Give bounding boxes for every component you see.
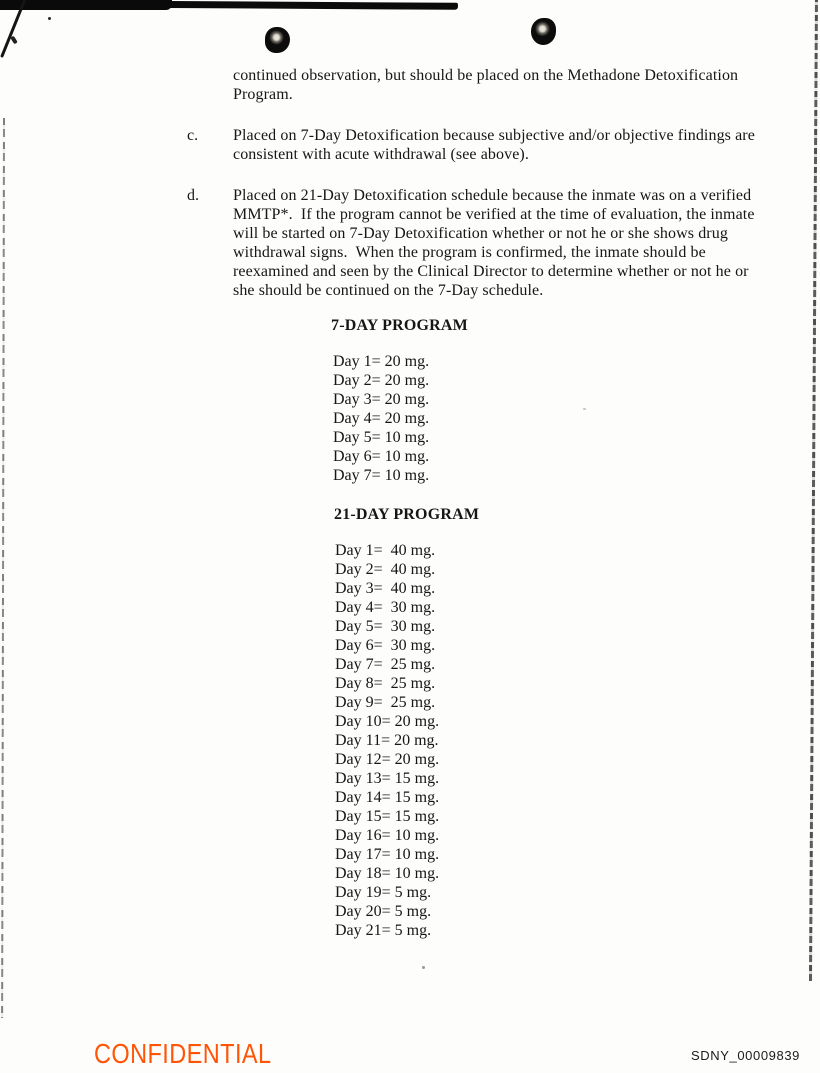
scan-right-edge-line — [809, 0, 818, 981]
list-item-c-label: c. — [187, 127, 199, 144]
schedule-line: Day 3= 20 mg. — [333, 391, 430, 408]
schedule-line: Day 7= 25 mg. — [335, 656, 436, 673]
schedule-line: Day 11= 20 mg. — [335, 732, 439, 749]
list-item-d-label: d. — [187, 187, 199, 204]
list-item-d-text: Placed on 21-Day Detoxification schedule because the inmate was on a verified MMTP*. If the program cannot be verified at the time of evaluation, the inmate will be started on 7-Day Detoxification whether or not he or she shows drug withdrawal signs. When the program is confirmed, the inmate should be reexamined and seen by the Clinical Director to determine whether or not he or she should be continued on the 7-Day schedule. — [233, 187, 759, 299]
schedule-line: Day 5= 30 mg. — [335, 618, 436, 635]
intro-paragraph: continued observation, but should be placed on the Methadone Detoxification Program. — [233, 67, 743, 103]
schedule-line: Day 19= 5 mg. — [335, 884, 432, 901]
seven-day-program-heading: 7-DAY PROGRAM — [331, 317, 468, 334]
schedule-line: Day 20= 5 mg. — [335, 903, 432, 920]
schedule-line: Day 2= 40 mg. — [335, 561, 436, 578]
twenty-one-day-program-heading: 21-DAY PROGRAM — [334, 506, 480, 523]
schedule-line: Day 7= 10 mg. — [333, 467, 430, 484]
schedule-line: Day 4= 30 mg. — [335, 599, 436, 616]
schedule-line: Day 12= 20 mg. — [335, 751, 440, 768]
schedule-line: Day 18= 10 mg. — [335, 865, 440, 882]
ink-speck — [583, 408, 586, 410]
schedule-line: Day 1= 20 mg. — [333, 353, 430, 370]
schedule-line: Day 4= 20 mg. — [333, 410, 430, 427]
schedule-line: Day 10= 20 mg. — [335, 713, 440, 730]
schedule-line: Day 15= 15 mg. — [335, 808, 440, 825]
ink-speck — [10, 36, 18, 45]
schedule-line: Day 14= 15 mg. — [335, 789, 440, 806]
schedule-line: Day 21= 5 mg. — [335, 922, 432, 939]
hole-punch-icon — [265, 27, 290, 53]
schedule-line: Day 17= 10 mg. — [335, 846, 440, 863]
schedule-line: Day 6= 30 mg. — [335, 637, 436, 654]
schedule-line: Day 5= 10 mg. — [333, 429, 430, 446]
seven-day-schedule — [333, 352, 429, 485]
bates-number: SDNY_00009839 — [691, 1048, 800, 1063]
scan-top-edge-band-thick — [0, 0, 172, 10]
schedule-line: Day 9= 25 mg. — [335, 694, 436, 711]
ink-speck — [422, 966, 425, 969]
schedule-line: Day 1= 40 mg. — [335, 542, 436, 559]
scan-left-edge-line — [1, 118, 5, 1018]
schedule-line: Day 16= 10 mg. — [335, 827, 440, 844]
schedule-line: Day 3= 40 mg. — [335, 580, 436, 597]
schedule-line: Day 8= 25 mg. — [335, 675, 436, 692]
list-item-c-text: Placed on 7-Day Detoxification because subjective and/or objective findings are consistent with acute withdrawal (see above). — [233, 127, 760, 163]
hole-punch-icon — [531, 18, 556, 45]
schedule-line: Day 6= 10 mg. — [333, 448, 430, 465]
confidential-stamp: CONFIDENTIAL — [94, 1038, 272, 1069]
twenty-one-day-schedule — [335, 541, 439, 940]
ink-speck — [48, 17, 51, 20]
schedule-line: Day 13= 15 mg. — [335, 770, 440, 787]
schedule-line: Day 2= 20 mg. — [333, 372, 430, 389]
